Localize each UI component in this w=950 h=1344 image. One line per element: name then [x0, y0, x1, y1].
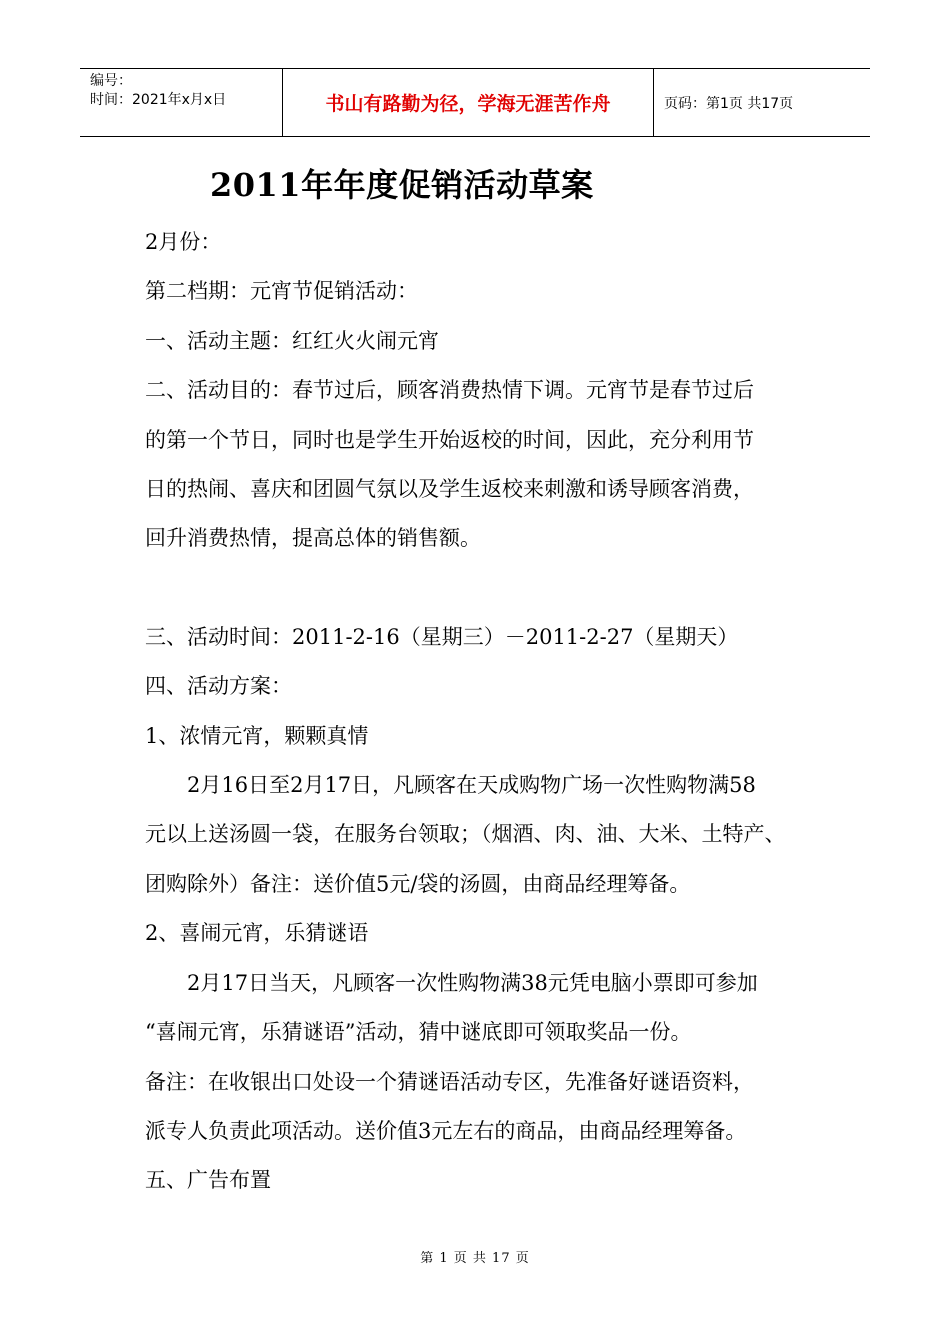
- document-body: [145, 218, 835, 1206]
- blank-line: [145, 564, 835, 613]
- header-meta: [80, 69, 282, 136]
- section-plan: 四、活动方案：: [145, 674, 292, 699]
- page-header: [80, 68, 870, 137]
- section-advertising: 五、广告布置: [145, 1168, 271, 1193]
- plan-item-2-text: 2月17日当天，凡顾客一次性购物满38元凭电脑小票即可参加: [187, 970, 758, 995]
- document-title: 2011年年度促销活动草案: [210, 166, 594, 204]
- document-number-label: 编号：: [90, 73, 132, 89]
- plan-item-1-text: 团购除外）备注：送价值5元/袋的汤圆，由商品经理筹备。: [145, 871, 691, 896]
- plan-item-2-heading: 2、喜闹元宵，乐猜谜语: [145, 921, 369, 946]
- section-purpose-line: 回升消费热情，提高总体的销售额。: [145, 526, 481, 551]
- month-heading: 2月份：: [145, 230, 222, 254]
- period-heading: 第二档期：元宵节促销活动：: [145, 279, 418, 304]
- header-page-info: 页码：第1页 共17页: [664, 95, 794, 112]
- header-motto: 书山有路勤为径，学海无涯苦作舟: [282, 69, 654, 136]
- plan-item-2-text: “喜闹元宵，乐猜谜语”活动，猜中谜底即可领取奖品一份。: [145, 1020, 692, 1045]
- page-footer: 第 1 页 共 17 页: [420, 1251, 530, 1266]
- section-purpose-line: 二、活动目的：春节过后，顾客消费热情下调。元宵节是春节过后: [145, 378, 754, 403]
- plan-item-2-note: 备注：在收银出口处设一个猜谜语活动专区，先准备好谜语资料，: [145, 1069, 754, 1094]
- plan-item-2-note: 派专人负责此项活动。送价值3元左右的商品，由商品经理筹备。: [145, 1118, 747, 1143]
- plan-item-1-text: 元以上送汤圆一袋，在服务台领取；（烟酒、肉、油、大米、土特产、: [145, 822, 786, 847]
- section-purpose-line: 日的热闹、喜庆和团圆气氛以及学生返校来刺激和诱导顾客消费，: [145, 477, 754, 502]
- section-purpose-line: 的第一个节日，同时也是学生开始返校的时间，因此，充分利用节: [145, 427, 754, 452]
- plan-item-1-heading: 1、浓情元宵，颗颗真情: [145, 723, 369, 748]
- document-date: 时间：2021年x月x日: [90, 92, 227, 108]
- plan-item-1-text: 2月16日至2月17日，凡顾客在天成购物广场一次性购物满58: [187, 773, 756, 798]
- section-time: 三、活动时间：2011-2-16（星期三）－2011-2-27（星期天）: [145, 624, 739, 649]
- section-theme: 一、活动主题：红红火火闹元宵: [145, 328, 439, 353]
